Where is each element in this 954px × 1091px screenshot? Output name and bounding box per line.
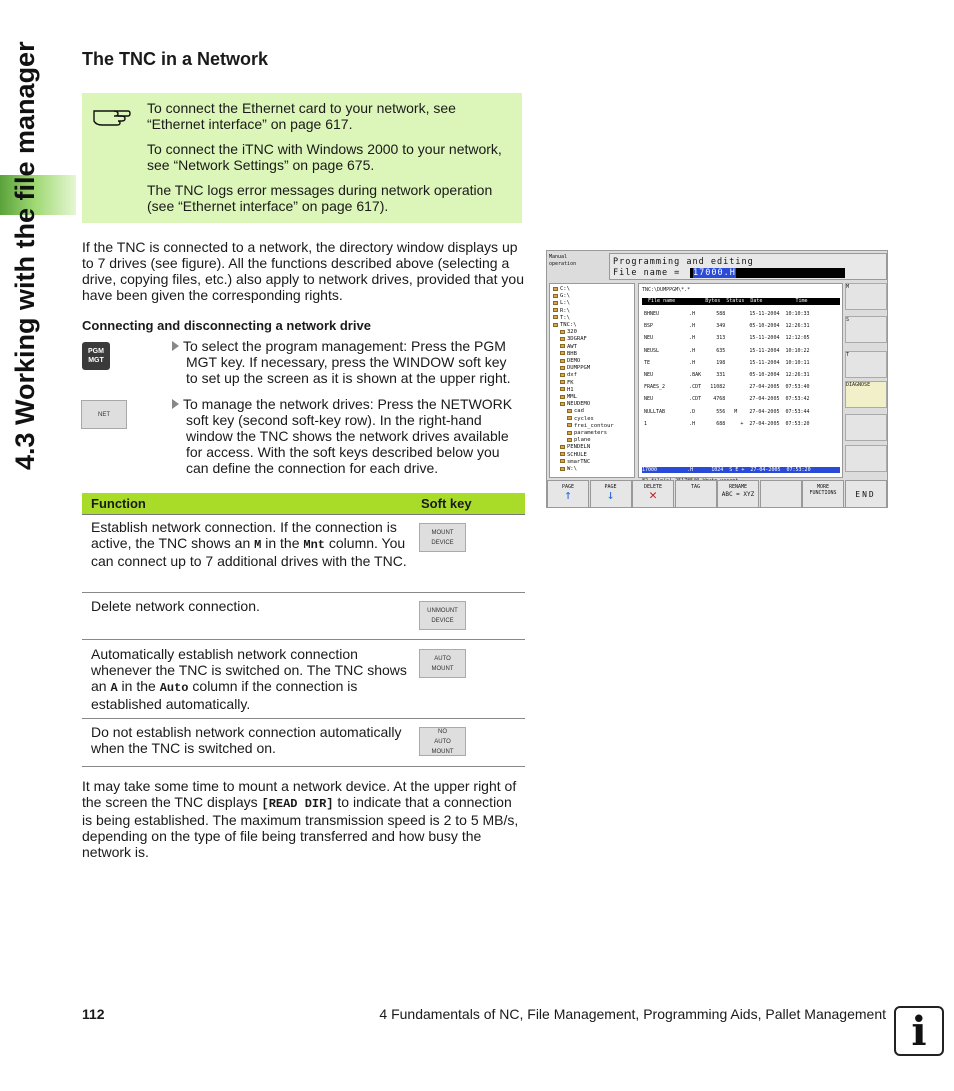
table-row [82, 640, 525, 719]
screen-header [609, 253, 887, 280]
screen-softkey: PAGE ↑ [547, 480, 589, 508]
tree-item: PENDELN [560, 444, 590, 450]
screen-softkey: TAG [675, 480, 717, 508]
file-row: NULLTAB .D 556 M 27-04-2005 07:53:44 [644, 408, 810, 415]
tree-item: DEMO [560, 358, 580, 364]
table-row [82, 719, 525, 767]
column-header-function: Function [91, 496, 146, 511]
tree-item: T:\ [553, 315, 570, 321]
tree-item: MML [560, 394, 577, 400]
tree-item: TNC:\ [553, 322, 577, 328]
intro-paragraph: If the TNC is connected to a network, the directory window displays up to 7 drives (see figure). All the functions described above (selecting a drive, copying files, etc.) also apply to network drives, provided that you have been given the corresponding rights. [82, 239, 524, 303]
tree-item: NEUDEMO [560, 401, 590, 407]
tree-item: FK [560, 380, 574, 386]
current-path: TNC:\DUMPPGM\*.* [642, 287, 691, 293]
horizontal-softkey-row [547, 480, 887, 508]
screen-softkey: PAGE ↓ [590, 480, 632, 508]
screen-title: Programming and editing [613, 257, 754, 267]
no-auto-mount-softkey: NO AUTO MOUNT [419, 727, 466, 756]
tnc-screenshot [546, 250, 888, 508]
softkey-function-table [82, 493, 525, 767]
function-description: Do not establish network connection automatically when the TNC is switched on. [91, 724, 402, 756]
note-text-1: To connect the Ethernet card to your network, see “Ethernet interface” on page 617. [147, 100, 456, 132]
tree-item: L:\ [553, 300, 570, 306]
vertical-softkey: M [845, 283, 887, 310]
net-softkey-icon: NET [81, 400, 127, 429]
file-row: NEU .H 313 15-11-2004 12:12:05 [644, 335, 810, 342]
function-description: Establish network connection. If the connection is active, the TNC shows an M in the Mnt column. You can connect up to 7 additional drives with the TNC. [91, 519, 407, 569]
table-row [82, 593, 525, 640]
function-description: Delete network connection. [91, 598, 260, 614]
tree-item: 3DGRAF [560, 336, 587, 342]
vertical-softkey: T [845, 351, 887, 378]
tree-item: R:\ [553, 308, 570, 314]
file-row: BSP .H 349 05-10-2004 12:26:31 [644, 323, 810, 330]
tree-item: frei_contour [567, 423, 614, 429]
file-row: NEUSL .H 635 15-11-2004 10:10:22 [644, 347, 810, 354]
tree-item: SCHULE [560, 452, 587, 458]
section-title: The TNC in a Network [82, 49, 269, 69]
step-network-drives: To manage the network drives: Press the NETWORK soft key (second soft-key row). In the right-hand window the TNC shows the network drives available for access. With the soft keys described below you can define the connection for each drive. [172, 396, 528, 476]
pointing-hand-icon [92, 103, 132, 132]
file-row: NEU .BAK 331 05-10-2004 12:26:31 [644, 372, 810, 378]
tree-item: plane [567, 437, 591, 443]
tree-item: DUMPPGM [560, 365, 590, 371]
closing-paragraph: It may take some time to mount a network device. At the upper right of the screen the TNC displays [READ DIR] to indicate that a connection is being established. The maximum transmission speed is 2 to 5 MB/s, depending on the type of file being transferred and how busy the network is. [82, 778, 519, 860]
filename-label: File name = [613, 268, 681, 278]
softkey-symbol-icon: ↓ [606, 488, 615, 503]
function-description: Automatically establish network connection whenever the TNC is switched on. The TNC shows an A in the Auto column if the connection is established automatically. [91, 646, 407, 712]
table-header [82, 493, 525, 515]
info-icon: i [894, 1006, 944, 1056]
tree-item: cycles [567, 416, 594, 422]
mount-device-softkey: MOUNT DEVICE [419, 523, 466, 552]
pgm-mgt-key-icon: PGM MGT [82, 342, 110, 370]
screen-softkey: DELETE ✕ [632, 480, 674, 508]
note-text-3: The TNC logs error messages during network operation (see “Ethernet interface” on page 617). [147, 182, 493, 214]
auto-mount-softkey: AUTO MOUNT [419, 649, 466, 678]
tree-item: BHB [560, 351, 577, 357]
note-text-2: To connect the iTNC with Windows 2000 to your network, see “Network Settings” on page 675. [147, 141, 502, 173]
screen-softkey: END [845, 480, 887, 508]
vertical-softkey: DIAGNOSE [845, 381, 887, 408]
file-row: TE .H 198 15-11-2004 10:10:11 [644, 359, 810, 366]
softkey-symbol-icon: ABC = XYZ [721, 491, 755, 498]
tree-item: C:\ [553, 286, 570, 292]
subheading: Connecting and disconnecting a network drive [82, 318, 371, 333]
file-row: BHNEU .H 588 15-11-2004 10:10:33 [644, 311, 810, 317]
operating-mode-label: Manual operation [549, 254, 577, 267]
screen-softkey: MORE FUNCTIONS [802, 480, 844, 508]
tree-item: 320 [560, 329, 577, 335]
file-row: 1 .H 688 + 27-04-2005 07:53:20 [644, 420, 810, 427]
selected-file-row: 17000 .H 1024 S E + 27-04-2005 07:53:20 [642, 467, 840, 473]
tree-item: H1 [560, 387, 574, 393]
tree-item: cad [567, 408, 584, 414]
vertical-softkey [845, 414, 887, 441]
screen-softkey: RENAME ABC = XYZ [717, 480, 759, 508]
vertical-softkey: S [845, 316, 887, 343]
file-list-header: File name Bytes Status Date Time [642, 298, 840, 305]
tree-item: parameters [567, 430, 607, 436]
tree-item: G:\ [553, 293, 570, 299]
filename-field: 17000.H [690, 268, 845, 278]
tree-item: AWT [560, 344, 577, 350]
softkey-symbol-icon: ↑ [564, 488, 572, 503]
step-select-pgm-mgt: To select the program management: Press the PGM MGT key. If necessary, press the WINDOW soft key to set up the screen as it is shown at the upper right. [172, 338, 528, 386]
file-row: NEU .CDT 4768 27-04-2005 07:53:42 [644, 396, 810, 403]
table-row [82, 515, 525, 593]
softkey-symbol-icon: ✕ [649, 488, 657, 503]
arrow-icon [172, 341, 179, 351]
vertical-softkeys [845, 283, 887, 478]
chapter-footer: 4 Fundamentals of NC, File Management, Programming Aids, Pallet Management [379, 1006, 886, 1022]
page-number: 112 [82, 1006, 105, 1022]
vertical-softkey [845, 445, 887, 472]
tree-item: smarTNC [560, 459, 590, 465]
arrow-icon [172, 399, 179, 409]
column-header-softkey: Soft key [421, 496, 472, 511]
directory-tree [549, 283, 635, 478]
screen-softkey [760, 480, 802, 508]
file-list [638, 283, 843, 478]
file-row: FRAES_2 .CDT 11082 27-04-2005 07:53:40 [644, 384, 810, 391]
tree-item: W:\ [560, 466, 577, 472]
note-box [82, 93, 522, 223]
unmount-device-softkey: UNMOUNT DEVICE [419, 601, 466, 630]
tree-item: dxf [560, 372, 577, 378]
